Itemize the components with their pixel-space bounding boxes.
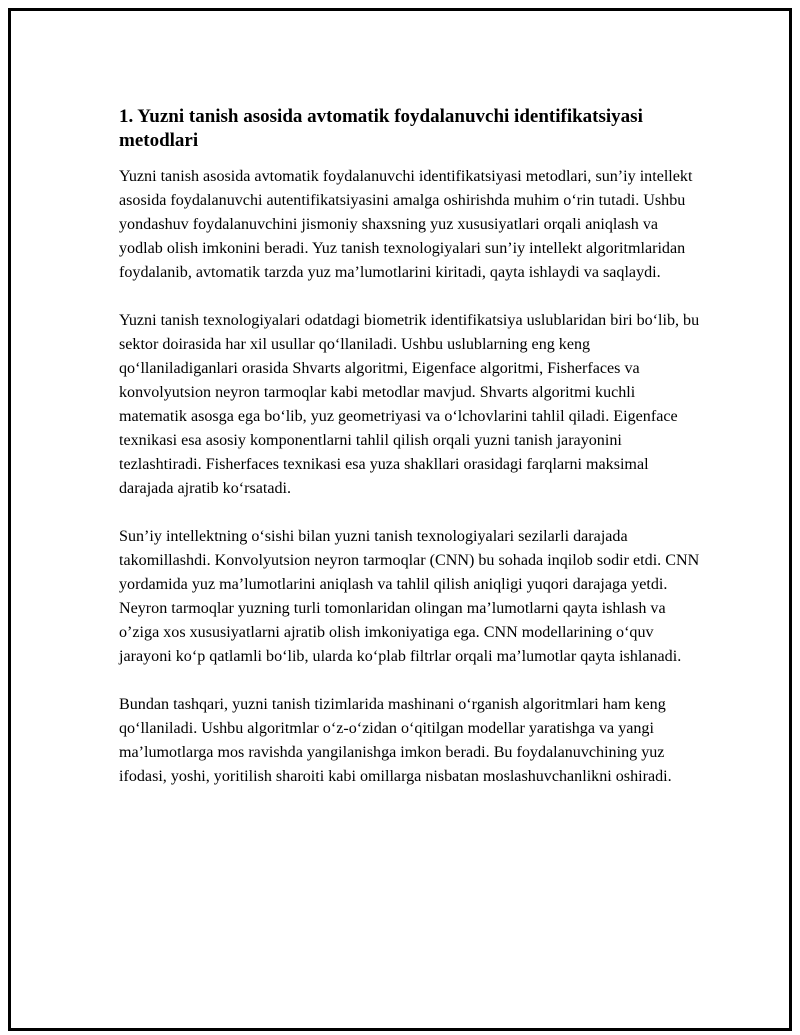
- paragraph-4: Bundan tashqari, yuzni tanish tizimlarida mashinani o‘rganish algoritmlari ham keng qo‘llaniladi. Ushbu algoritmlar o‘z-o‘zidan o‘qitilgan modellar yaratishga va yangi ma’lumotlarga mos ravishda yangilanishga imkon beradi. Bu foydalanuvchining yuz ifodasi, yoshi, yoritilish sharoiti kabi omillarga nisbatan moslashuvchanlikni oshiradi.: [119, 696, 672, 785]
- section-title: 1. Yuzni tanish asosida avtomatik foydalanuvchi identifikatsiyasi metodlari: [119, 106, 643, 151]
- document-body: [119, 105, 703, 813]
- paragraph-3: Sun’iy intellektning o‘sishi bilan yuzni tanish texnologiyalari sezilarli darajada takomillashdi. Konvolyutsion neyron tarmoqlar (CNN) bu sohada inqilob sodir etdi. CNN yordamida yuz ma’lumotlarini aniqlash va tahlil qilish aniqligi yuqori darajaga yetdi. Neyron tarmoqlar yuzning turli tomonlaridan olingan ma’lumotlarni qayta ishlash va o’ziga xos xususiyatlarni ajratib olish imkoniyatiga ega. CNN modellarining o‘quv jarayoni ko‘p qatlamli bo‘lib, ularda ko‘plab filtrlar orqali ma’lumotlar qayta ishlanadi.: [119, 528, 700, 665]
- paragraph-1: Yuzni tanish asosida avtomatik foydalanuvchi identifikatsiyasi metodlari, sun’iy intellekt asosida foydalanuvchi autentifikatsiyasini amalga oshirishda muhim o‘rin tutadi. Ushbu yondashuv foydalanuvchini jismoniy shaxsning yuz xususiyatlari orqali aniqlash va yodlab olish imkonini beradi. Yuz tanish texnologiyalari sun’iy intellekt algoritmlaridan foydalanib, avtomatik tarzda yuz ma’lumotlarini kiritadi, qayta ishlaydi va saqlaydi.: [119, 168, 693, 281]
- paragraph-2: Yuzni tanish texnologiyalari odatdagi biometrik identifikatsiya uslublaridan biri bo‘lib, bu sektor doirasida har xil usullar qo‘llaniladi. Ushbu uslublarning eng keng qo‘llaniladiganlari orasida Shvarts algoritmi, Eigenface algoritmi, Fisherfaces va konvolyutsion neyron tarmoqlar kabi metodlar mavjud. Shvarts algoritmi kuchli matematik asosga ega bo‘lib, yuz geometriyasi va o‘lchovlarini tahlil qiladi. Eigenface texnikasi esa asosiy komponentlarni tahlil qilish orqali yuzni tanish jarayonini tezlashtiradi. Fisherfaces texnikasi esa yuza shakllari orasidagi farqlarni maksimal darajada ajratib ko‘rsatadi.: [119, 312, 700, 497]
- page-frame: [8, 8, 792, 1031]
